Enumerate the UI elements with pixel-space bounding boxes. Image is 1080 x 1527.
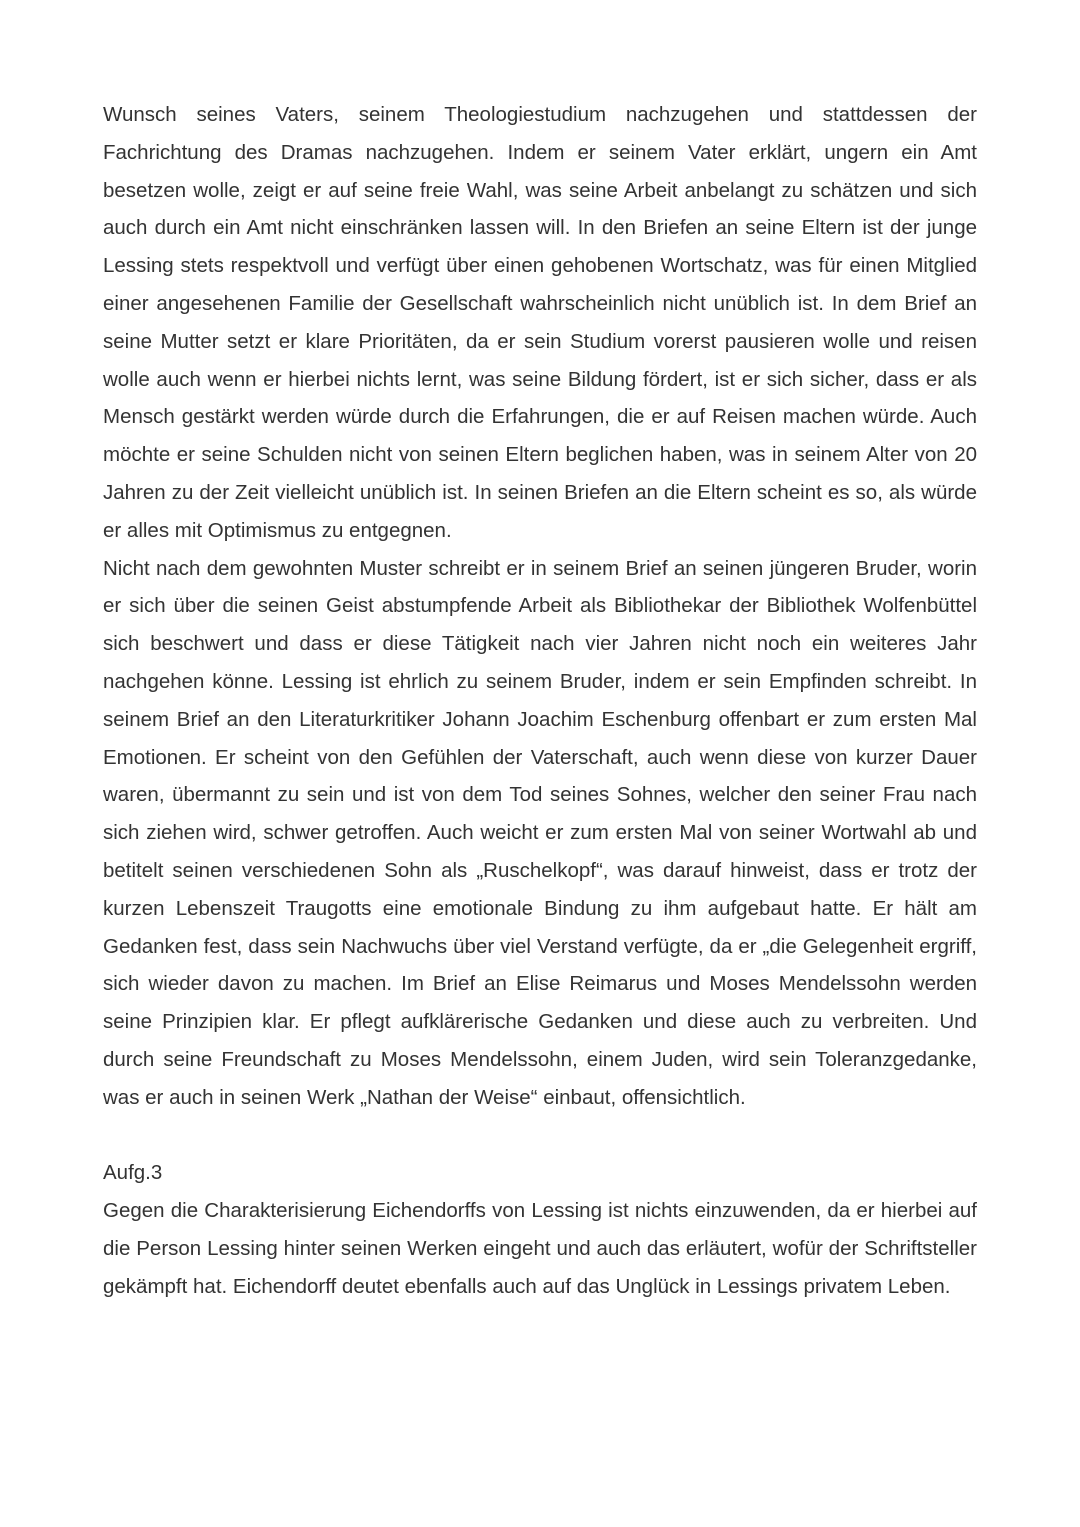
document-page — [103, 96, 977, 1306]
body-paragraph-1: Wunsch seines Vaters, seinem Theologiestudium nachzugehen und stattdessen der Fachrichtung des Dramas nachzugehen. Indem er seinem Vater erklärt, ungern ein Amt besetzen wolle, zeigt er auf seine freie Wahl, was seine Arbeit anbelangt zu schätzen und sich auch durch ein Amt nicht einschränken lassen will. In den Briefen an seine Eltern ist der junge Lessing stets respektvoll und verfügt über einen gehobenen Wortschatz, was für einen Mitglied einer angesehenen Familie der Gesellschaft wahrscheinlich nicht unüblich ist. In dem Brief an seine Mutter setzt er klare Prioritäten, da er sein Studium vorerst pausieren wolle und reisen wolle auch wenn er hierbei nichts lernt, was seine Bildung fördert, ist er sich sicher, dass er als Mensch gestärkt werden würde durch die Erfahrungen, die er auf Reisen machen würde. Auch möchte er seine Schulden nicht von seinen Eltern beglichen haben, was in seinem Alter von 20 Jahren zu der Zeit vielleicht unüblich ist. In seinen Briefen an die Eltern scheint es so, als würde er alles mit Optimismus zu entgegnen. — [103, 103, 977, 542]
section-paragraph: Gegen die Charakterisierung Eichendorffs von Lessing ist nichts einzuwenden, da er hierbei auf die Person Lessing hinter seinen Werken eingeht und auch das erläutert, wofür der Schriftsteller gekämpft hat. Eichendorff deutet ebenfalls auch auf das Unglück in Lessings privatem Leben. — [103, 1199, 977, 1298]
body-paragraph-2: Nicht nach dem gewohnten Muster schreibt er in seinem Brief an seinen jüngeren Bruder, worin er sich über die seinen Geist abstumpfende Arbeit als Bibliothekar der Bibliothek Wolfenbüttel sich beschwert und dass er diese Tätigkeit nach vier Jahren nicht noch ein weiteres Jahr nachgehen könne. Lessing ist ehrlich zu seinem Bruder, indem er sein Empfinden schreibt. In seinem Brief an den Literaturkritiker Johann Joachim Eschenburg offenbart er zum ersten Mal Emotionen. Er scheint von den Gefühlen der Vaterschaft, auch wenn diese von kurzer Dauer waren, übermannt zu sein und ist von dem Tod seines Sohnes, welcher den seiner Frau nach sich ziehen wird, schwer getroffen. Auch weicht er zum ersten Mal von seiner Wortwahl ab und betitelt seinen verschiedenen Sohn als „Ruschelkopf“, was darauf hinweist, dass er trotz der kurzen Lebenszeit Traugotts eine emotionale Bindung zu ihm aufgebaut hatte. Er hält am Gedanken fest, dass sein Nachwuchs über viel Verstand verfügte, da er „die Gelegenheit ergriff, sich wieder davon zu machen. Im Brief an Elise Reimarus und Moses Mendelssohn werden seine Prinzipien klar. Er pflegt aufklärerische Gedanken und diese auch zu verbreiten. Und durch seine Freundschaft zu Moses Mendelssohn, einem Juden, wird sein Toleranzgedanke, was er auch in seinen Werk „Nathan der Weise“ einbaut, offensichtlich. — [103, 556, 977, 1109]
paragraph-spacer — [103, 1117, 977, 1155]
section-heading: Aufg.3 — [103, 1161, 163, 1185]
